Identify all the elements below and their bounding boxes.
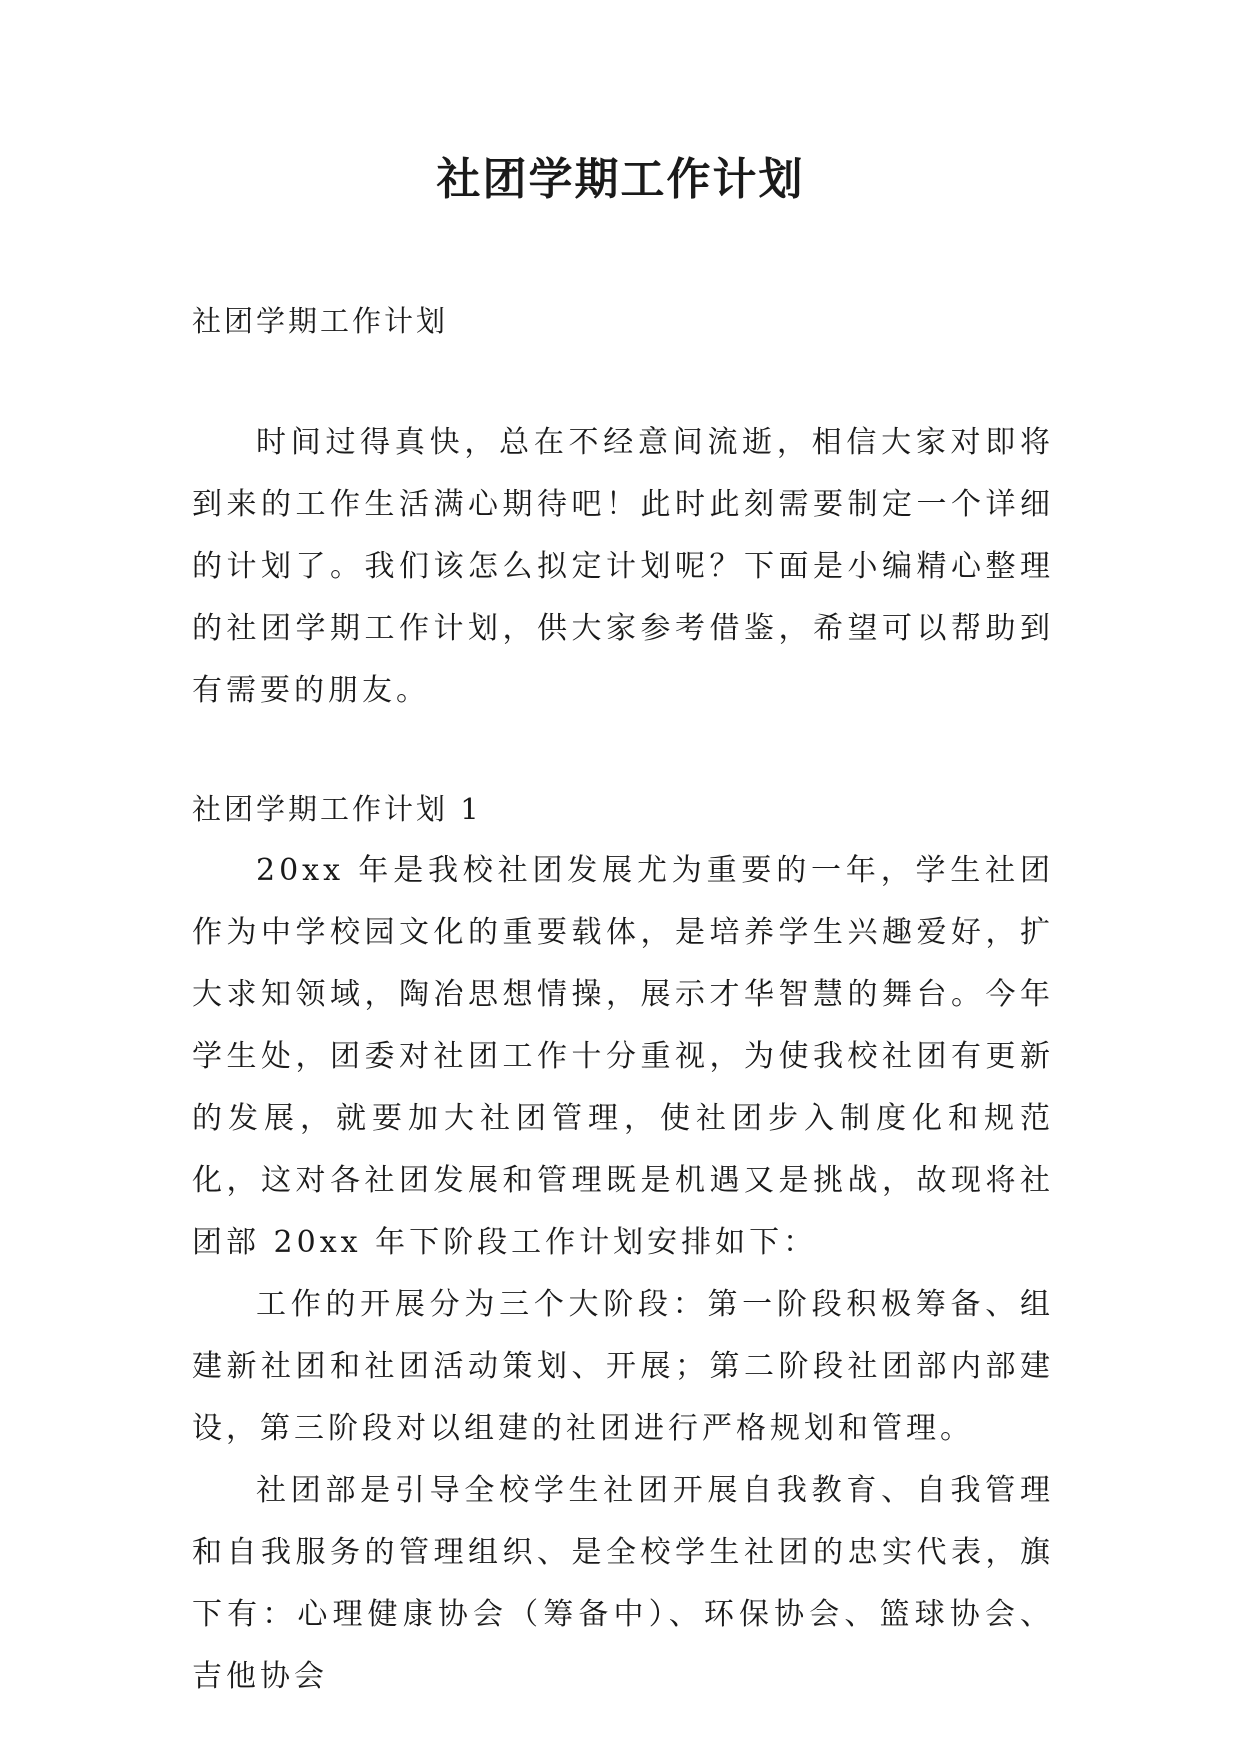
document-subtitle: 社团学期工作计划 — [192, 304, 449, 338]
document-body — [192, 290, 1054, 1708]
document-title: 社团学期工作计划 — [436, 154, 805, 205]
spacer — [192, 352, 1054, 412]
section-heading: 社团学期工作计划 1 — [192, 792, 482, 826]
intro-paragraph: 时间过得真快，总在不经意间流逝，相信大家对即将到来的工作生活满心期待吧！此时此刻需要制定一个详细的计划了。我们该怎么拟定计划呢？下面是小编精心整理的社团学期工作计划，供大家参考借鉴，希望可以帮助到有需要的朋友。 — [192, 425, 1054, 708]
spacer — [192, 722, 1054, 778]
body-paragraph: 工作的开展分为三个大阶段：第一阶段积极筹备、组建新社团和社团活动策划、开展；第二阶段社团部内部建设，第三阶段对以组建的社团进行严格规划和管理。 — [192, 1287, 1054, 1446]
body-paragraph: 20xx 年是我校社团发展尤为重要的一年，学生社团作为中学校园文化的重要载体，是培养学生兴趣爱好，扩大求知领域，陶冶思想情操，展示才华智慧的舞台。今年学生处，团委对社团工作十分重视，为使我校社团有更新的发展，就要加大社团管理，使社团步入制度化和规范化，这对各社团发展和管理既是机遇又是挑战，故现将社团部 20xx 年下阶段工作计划安排如下： — [192, 853, 1054, 1260]
body-paragraph: 社团部是引导全校学生社团开展自我教育、自我管理和自我服务的管理组织、是全校学生社团的忠实代表，旗下有：心理健康协会（筹备中）、环保协会、篮球协会、吉他协会 — [192, 1473, 1054, 1694]
